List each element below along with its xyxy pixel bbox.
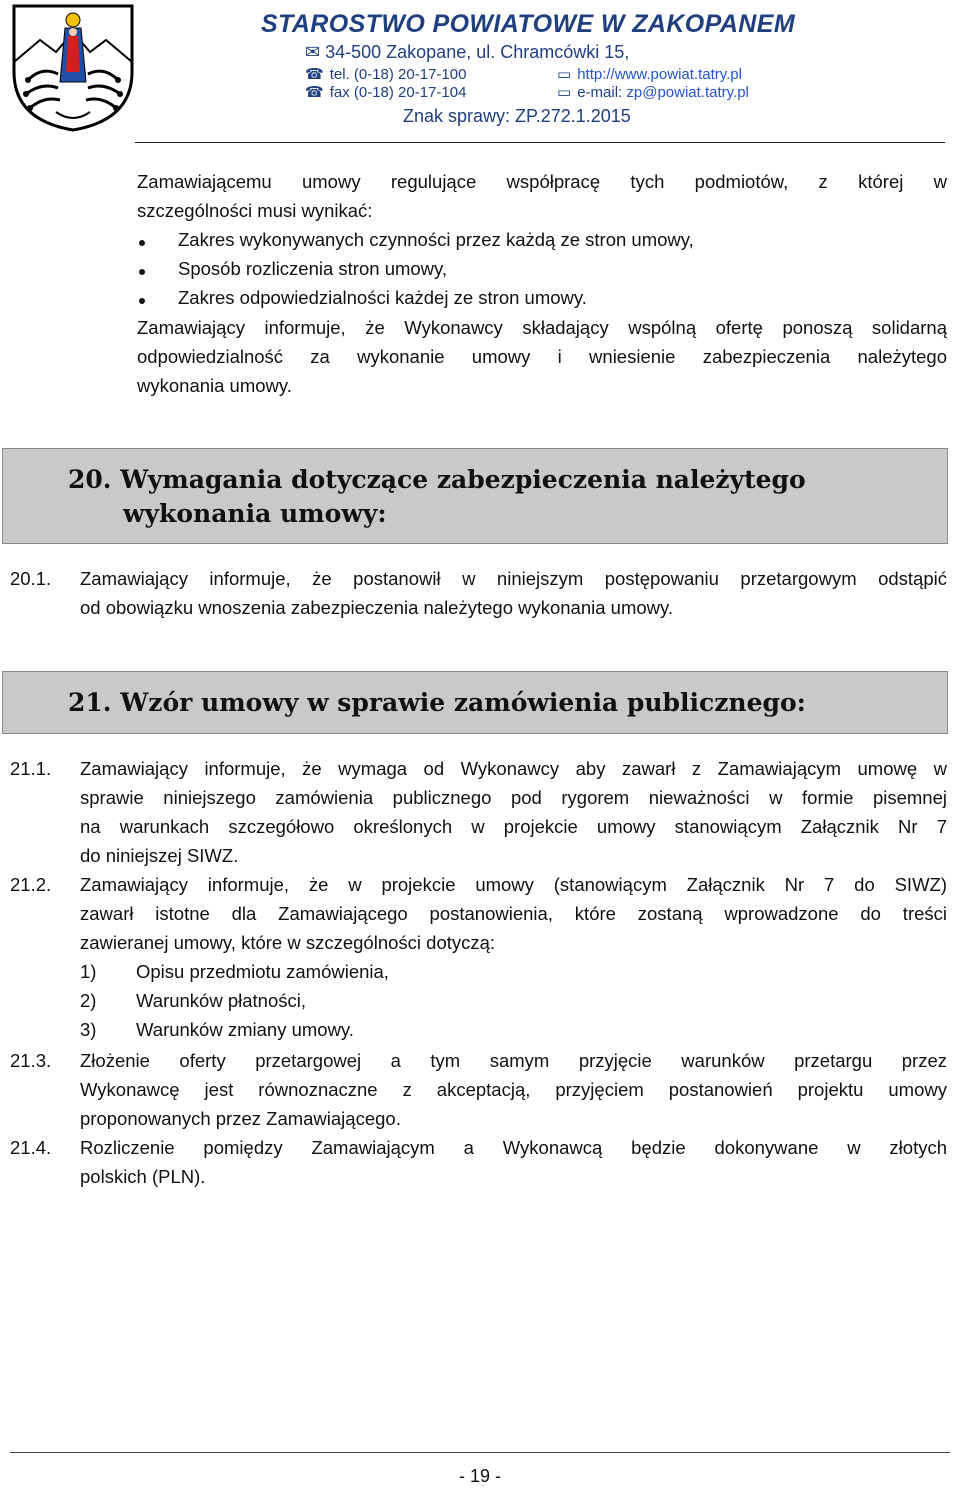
computer-icon: ▭ bbox=[557, 66, 572, 83]
web-line bbox=[557, 65, 742, 83]
county-crest-icon bbox=[10, 2, 136, 132]
sub-item-number: 3) bbox=[80, 1019, 97, 1040]
list-item: Zakres odpowiedzialności każdej ze stron umowy. bbox=[178, 287, 587, 308]
item-text-line: zawarł istotne dla Zamawiającego postanowienia, które zostaną wprowadzone do treści bbox=[80, 903, 947, 924]
item-text-line: na warunkach szczegółowo określonych w projekcie umowy stanowiącym Załącznik Nr 7 bbox=[80, 816, 947, 837]
fax-text: fax (0-18) 20-17-104 bbox=[329, 84, 467, 101]
intro-paragraph-line-2: szczególności musi wynikać: bbox=[137, 200, 373, 221]
email-link[interactable]: zp@powiat.tatry.pl bbox=[626, 84, 749, 101]
page-number: - 19 - bbox=[458, 1466, 501, 1486]
computer-icon: ▭ bbox=[557, 84, 572, 101]
address-text: 34-500 Zakopane, ul. Chramcówki 15, bbox=[325, 42, 630, 62]
item-text-line: Zamawiający informuje, że w projekcie umowy (stanowiącym Załącznik Nr 7 do SIWZ) bbox=[80, 874, 947, 895]
bullet-icon bbox=[139, 298, 145, 304]
item-text-line: Zamawiający informuje, że postanowił w niniejszym postępowaniu przetargowym odstąpić bbox=[80, 568, 947, 589]
item-number: 21.3. bbox=[10, 1050, 52, 1071]
list-item: Sposób rozliczenia stron umowy, bbox=[178, 258, 448, 279]
item-text-line: Wykonawcę jest równoznaczne z akceptacją, przyjęciem postanowień projektu umowy bbox=[80, 1079, 947, 1100]
phone-line bbox=[305, 65, 466, 83]
item-text-line: do niniejszej SIWZ. bbox=[80, 845, 239, 866]
item-text-line: od obowiązku wnoszenia zabezpieczenia należytego wykonania umowy. bbox=[80, 597, 674, 618]
liability-paragraph-line-2: odpowiedzialność za wykonanie umowy i wniesienie zabezpieczenia należytego bbox=[137, 346, 947, 367]
envelope-icon: ✉ bbox=[305, 42, 321, 62]
header-divider bbox=[135, 142, 945, 143]
section-20-heading-line-1: 20. Wymagania dotyczące zabezpieczenia należytego bbox=[68, 465, 806, 494]
item-number: 20.1. bbox=[10, 568, 52, 589]
email-line bbox=[557, 83, 749, 101]
item-text-line: zawieranej umowy, które w szczególności dotyczą: bbox=[80, 932, 496, 953]
sub-item-text: Warunków płatności, bbox=[136, 990, 306, 1011]
liability-paragraph-line-3: wykonania umowy. bbox=[137, 375, 292, 396]
telephone-icon: ☎ bbox=[305, 84, 324, 101]
address-line bbox=[305, 42, 629, 63]
item-number: 21.1. bbox=[10, 758, 52, 779]
sub-item-number: 1) bbox=[80, 961, 97, 982]
footer-divider bbox=[10, 1452, 950, 1453]
item-text-line: polskich (PLN). bbox=[80, 1166, 206, 1187]
bullet-icon bbox=[139, 269, 145, 275]
bullet-icon bbox=[139, 240, 145, 246]
section-20-heading-line-2: wykonania umowy: bbox=[123, 499, 387, 528]
fax-line bbox=[305, 83, 466, 101]
item-text-line: proponowanych przez Zamawiającego. bbox=[80, 1108, 401, 1129]
web-link[interactable]: http://www.powiat.tatry.pl bbox=[577, 66, 742, 83]
telephone-icon: ☎ bbox=[305, 66, 324, 83]
list-item: Zakres wykonywanych czynności przez każdą ze stron umowy, bbox=[178, 229, 694, 250]
item-text-line: Zamawiający informuje, że wymaga od Wykonawcy aby zawarł z Zamawiającym umowę w bbox=[80, 758, 947, 779]
item-text-line: Złożenie oferty przetargowej a tym samym przyjęcie warunków przetargu przez bbox=[80, 1050, 947, 1071]
section-21-heading: 21. Wzór umowy w sprawie zamówienia publicznego: bbox=[68, 688, 806, 717]
email-label: e-mail: bbox=[577, 84, 623, 101]
sub-item-text: Opisu przedmiotu zamówienia, bbox=[136, 961, 389, 982]
sub-item-number: 2) bbox=[80, 990, 97, 1011]
case-reference: Znak sprawy: ZP.272.1.2015 bbox=[403, 106, 631, 126]
item-text-line: Rozliczenie pomiędzy Zamawiającym a Wykonawcą będzie dokonywane w złotych bbox=[80, 1137, 947, 1158]
intro-paragraph-line-1: Zamawiającemu umowy regulujące współpracę tych podmiotów, z której w bbox=[137, 171, 947, 192]
sub-item-text: Warunków zmiany umowy. bbox=[136, 1019, 354, 1040]
office-name: STAROSTWO POWIATOWE W ZAKOPANEM bbox=[260, 10, 796, 38]
liability-paragraph-line-1: Zamawiający informuje, że Wykonawcy składający wspólną ofertę ponoszą solidarną bbox=[137, 317, 947, 338]
phone-text: tel. (0-18) 20-17-100 bbox=[329, 66, 467, 83]
item-number: 21.4. bbox=[10, 1137, 52, 1158]
item-text-line: sprawie niniejszego zamówienia publicznego pod rygorem nieważności w formie pisemnej bbox=[80, 787, 947, 808]
item-number: 21.2. bbox=[10, 874, 52, 895]
